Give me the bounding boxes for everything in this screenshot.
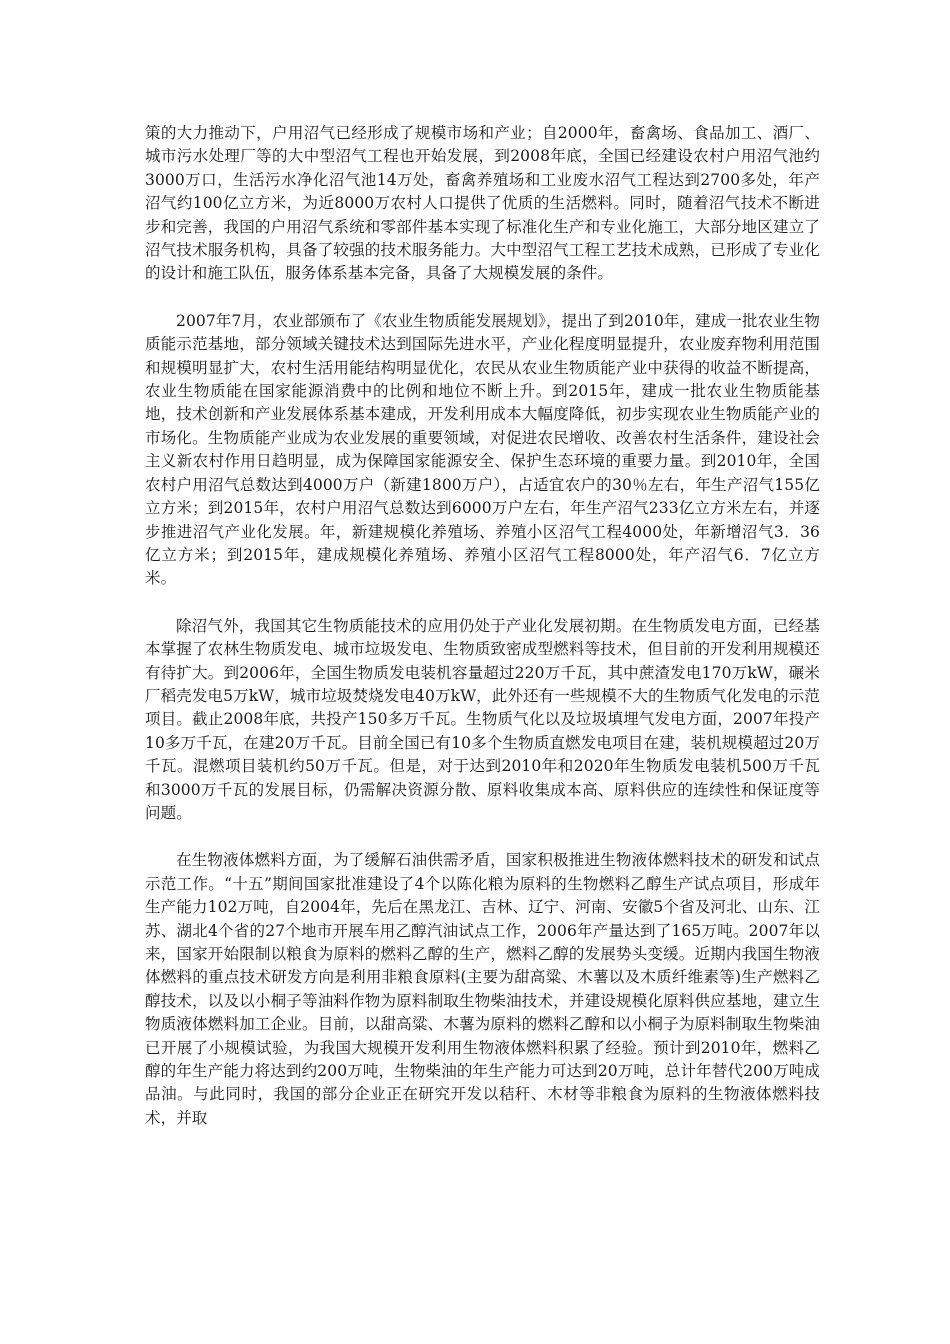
paragraph-biogas-market: 策的大力推动下，户用沼气已经形成了规模市场和产业；自2000年，畜禽场、食品加工、酒厂、城市污水处理厂等的大中型沼气工程也开始发展，到2008年底，全国已经建设农村户用沼气池约3000万口，生活污水净化沼气池14万处，畜禽养殖场和工业废水沼气工程达到2700多处，年产沼气约100亿立方米，为近8000万农村人口提供了优质的生活燃料。同时，随着沼气技术不断进步和完善，我国的户用沼气系统和零部件基本实现了标准化生产和专业化施工，大部分地区建立了沼气技术服务机构，具备了较强的技术服务能力。大中型沼气工程工艺技术成熟，已形成了专业化的设计和施工队伍，服务体系基本完备，具备了大规模发展的条件。 bbox=[145, 124, 820, 283]
paragraph-biomass-power: 除沼气外，我国其它生物质能技术的应用仍处于产业化发展初期。在生物质发电方面，已经基本掌握了农林生物质发电、城市垃圾发电、生物质致密成型燃料等技术，但目前的开发利用规模还有待扩大。到2006年，全国生物质发电装机容量超过220万千瓦，其中蔗渣发电170万kW，碾米厂稻壳发电5万kW，城市垃圾焚烧发电40万kW，此外还有一些规模不大的生物质气化发电的示范项目。截止2008年底，共投产150多万千瓦。生物质气化以及垃圾填埋气发电方面，2007年投产10多万千瓦，在建20万千瓦。目前全国已有10多个生物质直燃发电项目在建，装机规模超过20万千瓦。混燃项目装机约50万千瓦。但是，对于达到2010年和2020年生物质发电装机500万千瓦和3000万千瓦的发展目标，仍需解决资源分散、原料收集成本高、原料供应的连续性和保证度等问题。 bbox=[145, 616, 820, 822]
paragraph-liquid-fuel: 在生物液体燃料方面，为了缓解石油供需矛盾，国家积极推进生物液体燃料技术的研发和试点示范工作。“十五”期间国家批准建设了4个以陈化粮为原料的生物燃料乙醇生产试点项目，形成年生产能力102万吨，自2004年，先后在黑龙江、吉林、辽宁、河南、安徽5个省及河北、山东、江苏、湖北4个省的27个地市开展车用乙醇汽油试点工作，2006年产量达到了165万吨。2007年以来，国家开始限制以粮食为原料的燃料乙醇的生产，燃料乙醇的发展势头变缓。近期内我国生物液体燃料的重点技术研发方向是利用非粮食原料(主要为甜高粱、木薯以及木质纤维素等)生产燃料乙醇技术，以及以小桐子等油料作物为原料制取生物柴油技术，并建设规模化原料供应基地，建立生物质液体燃料加工企业。目前，以甜高粱、木薯为原料的燃料乙醇和以小桐子为原料制取生物柴油已开展了小规模试验，为我国大规模开发利用生物液体燃料积累了经验。预计到2010年，燃料乙醇的年生产能力将达到约200万吨，生物柴油的年生产能力可达到20万吨，总计年替代200万吨成品油。与此同时，我国的部分企业正在研究开发以秸秆、木材等非粮食为原料的生物液体燃料技术，并取 bbox=[145, 851, 820, 1127]
document-body bbox=[145, 122, 820, 1154]
paragraph-agriculture-plan: 2007年7月，农业部颁布了《农业生物质能发展规划》，提出了到2010年，建成一批农业生物质能示范基地，部分领域关键技术达到国际先进水平，产业化程度明显提升，农业废弃物利用范围和规模明显扩大，农村生活用能结构明显优化，农民从农业生物质能产业中获得的收益不断提高，农业生物质能在国家能源消费中的比例和地位不断上升。到2015年，建成一批农业生物质能基地，技术创新和产业发展体系基本建成，开发利用成本大幅度降低，初步实现农业生物质能产业的市场化。生物质能产业成为农业发展的重要领域，对促进农民增收、改善农村生活条件，建设社会主义新农村作用日趋明显，成为保障国家能源安全、保护生态环境的重要力量。到2010年，全国农村户用沼气总数达到4000万户（新建1800万户），占适宜农户的30％左右，年生产沼气155亿立方米；到2015年，农村户用沼气总数达到6000万户左右，年生产沼气233亿立方米左右，并逐步推进沼气产业化发展。年，新建规模化养殖场、养殖小区沼气工程4000处，年新增沼气3．36亿立方米；到2015年，建成规模化养殖场、养殖小区沼气工程8000处，年产沼气6．7亿立方米。 bbox=[145, 311, 820, 588]
